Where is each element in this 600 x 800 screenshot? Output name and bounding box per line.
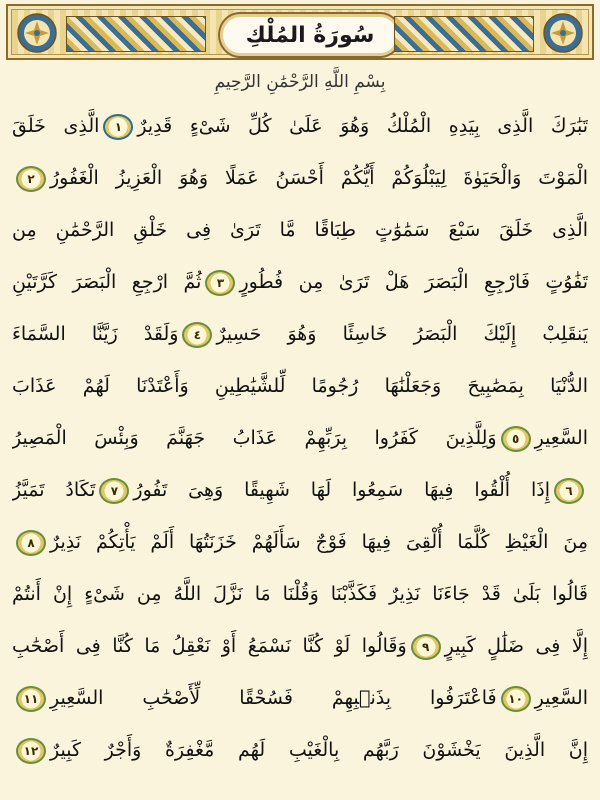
line-text: مِنَ الْغَيْظِ كُلَّمَا أُلْقِىَ فِيهَا فَوْجٌ سَأَلَهُمْ خَزَنَتُهَا أَلَمْ يَأْتِكُمْ نَذِيرٌ <box>50 531 588 553</box>
verse-line-7 <box>12 416 588 460</box>
line-text: يَنقَلِبْ إِلَيْكَ الْبَصَرُ خَاسِئًا وَهُوَ حَسِيرٌ <box>216 323 588 345</box>
verse-line-13 <box>12 728 588 772</box>
line-text: قَالُوا بَلَىٰ قَدْ جَاءَنَا نَذِيرٌ فَكَذَّبْنَا وَقُلْنَا مَا نَزَّلَ اللَّهُ مِن شَىْءٍ إِنْ أَنتُمْ <box>12 583 588 605</box>
surah-title: سُورَةُ المُلْكِ <box>245 22 375 48</box>
line-text: الدُّنْيَا بِمَصَٰبِيحَ وَجَعَلْنَٰهَا رُجُومًا لِّلشَّيَٰطِينِ وَأَعْتَدْنَا لَهُمْ عَذَابَ <box>12 375 588 397</box>
line-text: تَكَادُ تَمَيَّزُ <box>12 479 96 501</box>
line-text: إِلَّا فِى ضَلَٰلٍ كَبِيرٍ <box>444 635 588 657</box>
line-text: إِذَا أُلْقُوا فِيهَا سَمِعُوا لَهَا شَهِيقًا وَهِىَ تَفُورُ <box>133 479 550 501</box>
rosette-right-icon <box>542 12 584 54</box>
line-text: السَّعِيرِ <box>534 687 588 709</box>
line-text: تَبَٰرَكَ الَّذِى بِيَدِهِ الْمُلْكُ وَهُوَ عَلَىٰ كُلِّ شَىْءٍ قَدِيرٌ <box>137 115 588 137</box>
ayah-marker: ٤ <box>182 322 212 348</box>
line-text: ثُمَّ ارْجِعِ الْبَصَرَ كَرَّتَيْنِ <box>12 271 202 293</box>
line-text: الَّذِى خَلَقَ <box>12 115 100 137</box>
verse-line-6 <box>12 364 588 408</box>
rosette-left-icon <box>16 12 58 54</box>
line-text: الَّذِى خَلَقَ سَبْعَ سَمَٰوَٰتٍ طِبَاقًا مَّا تَرَىٰ فِى خَلْقِ الرَّحْمَٰنِ مِن <box>12 219 588 241</box>
header-band-right <box>394 16 534 52</box>
verse-line-1 <box>12 104 588 148</box>
line-text: إِنَّ الَّذِينَ يَخْشَوْنَ رَبَّهُم بِالْغَيْبِ لَهُم مَّغْفِرَةٌ وَأَجْرٌ كَبِيرٌ <box>50 739 588 761</box>
verse-line-5 <box>12 312 588 356</box>
verse-line-12 <box>12 676 588 720</box>
line-text: وَقَالُوا لَوْ كُنَّا نَسْمَعُ أَوْ نَعْقِلُ مَا كُنَّا فِى أَصْحَٰبِ <box>12 635 407 657</box>
ayah-marker: ١٠ <box>501 686 531 712</box>
surah-title-plate <box>218 12 402 58</box>
verse-line-11 <box>12 624 588 668</box>
surah-header <box>6 4 594 60</box>
verse-line-9 <box>12 520 588 564</box>
ayah-marker: ٥ <box>501 426 531 452</box>
ayah-marker: ٨ <box>16 530 46 556</box>
verse-line-3 <box>12 208 588 252</box>
ayah-marker: ١ <box>103 114 133 140</box>
ayah-marker: ١١ <box>16 686 46 712</box>
ayah-marker: ٢ <box>16 166 46 192</box>
header-band-left <box>66 16 206 52</box>
line-text: السَّعِيرِ <box>534 427 588 449</box>
verse-line-4 <box>12 260 588 304</box>
basmala: بِسْمِ اللَّهِ الرَّحْمَٰنِ الرَّحِيمِ <box>214 72 386 92</box>
line-text: وَلِلَّذِينَ كَفَرُوا بِرَبِّهِمْ عَذَابُ جَهَنَّمَ وَبِئْسَ الْمَصِيرُ <box>12 427 497 449</box>
line-text: تَفَٰوُتٍ فَارْجِعِ الْبَصَرَ هَلْ تَرَىٰ مِن فُطُورٍ <box>239 271 588 293</box>
ayah-marker: ٧ <box>99 478 129 504</box>
verse-line-2 <box>12 156 588 200</box>
ayah-marker: ١٢ <box>16 738 46 764</box>
line-text: فَاعْتَرَفُوا بِذَنۢبِهِمْ فَسُحْقًا لِّأَصْحَٰبِ السَّعِيرِ <box>50 687 497 709</box>
line-text: الْمَوْتَ وَالْحَيَوٰةَ لِيَبْلُوَكُمْ أَيُّكُمْ أَحْسَنُ عَمَلًا وَهُوَ الْعَزِيزُ الْغَفُورُ <box>50 167 588 189</box>
verse-line-8 <box>12 468 588 512</box>
ayah-marker: ٣ <box>205 270 235 296</box>
ayah-marker: ٩ <box>411 634 441 660</box>
line-text: وَلَقَدْ زَيَّنَّا السَّمَاءَ <box>12 323 179 345</box>
verse-line-10 <box>12 572 588 616</box>
verse-lines <box>12 104 588 794</box>
ayah-marker: ٦ <box>554 478 584 504</box>
